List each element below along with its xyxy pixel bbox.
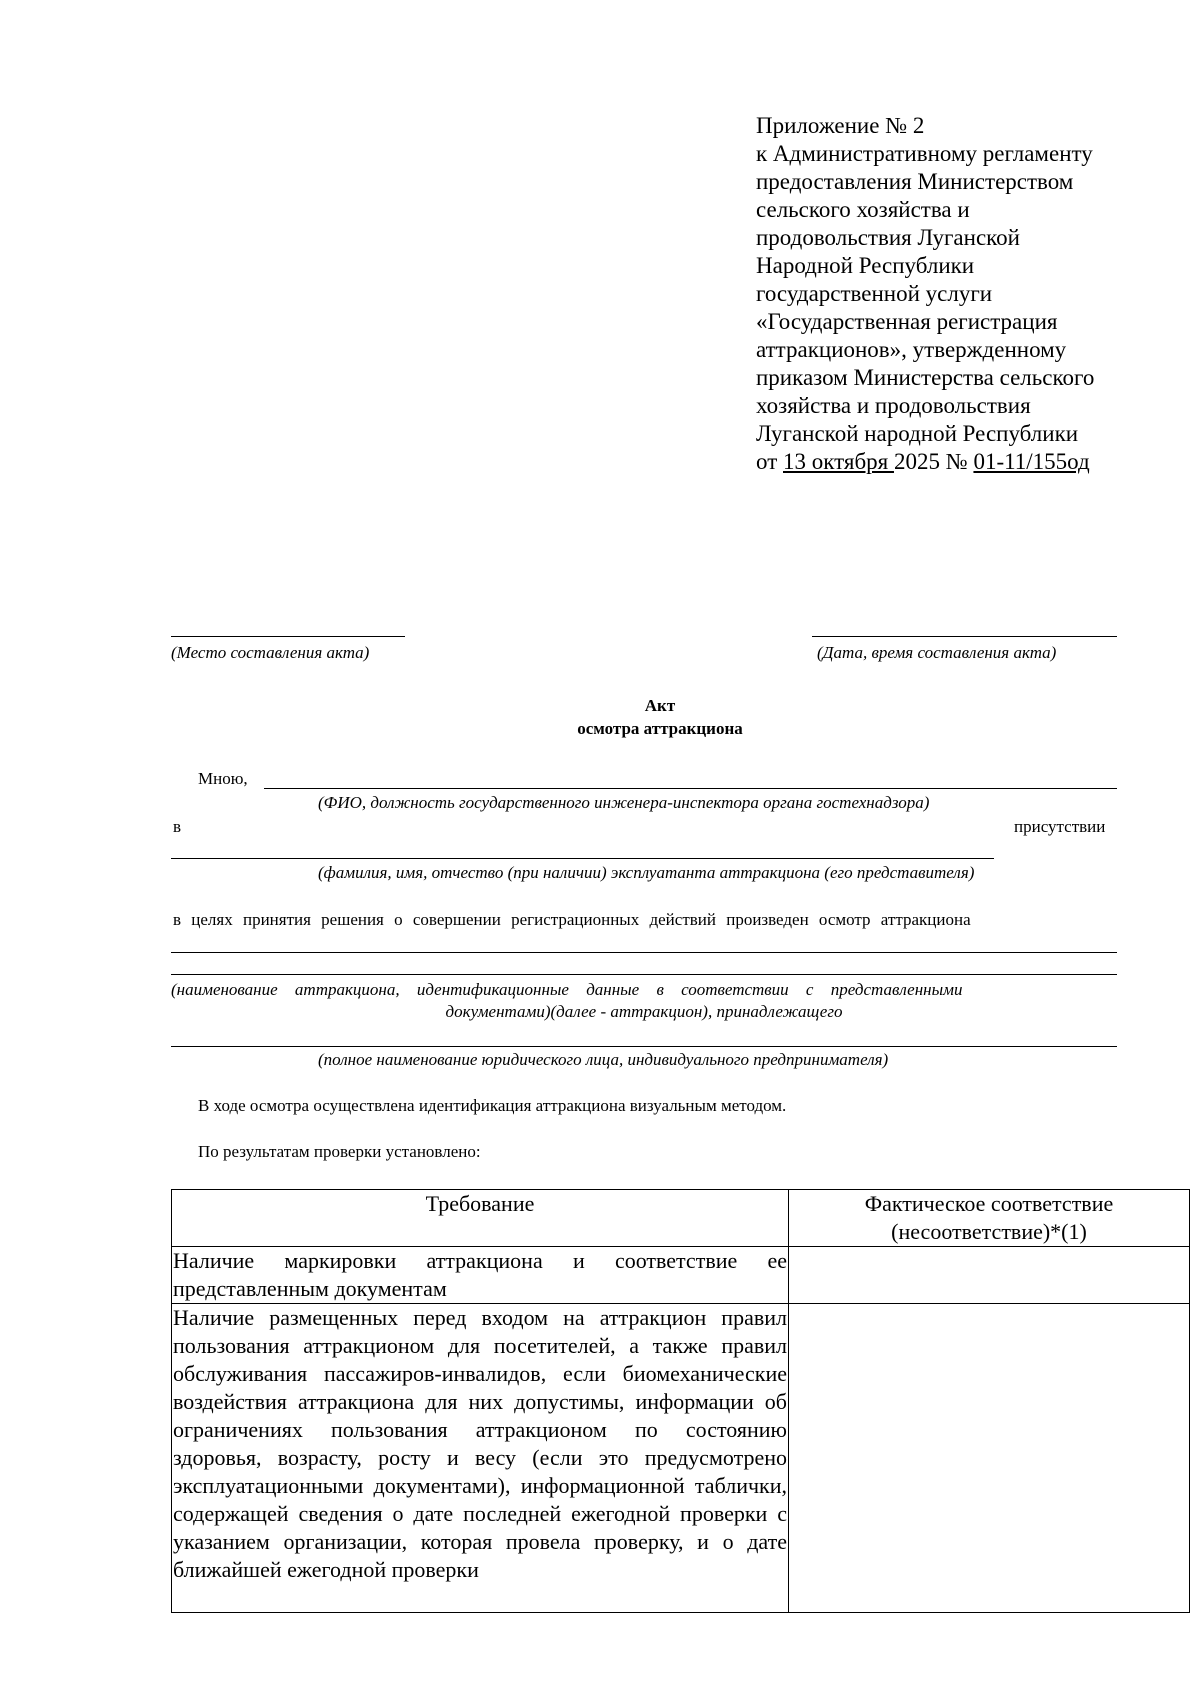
header-compliance: Фактическое соответствие (несоответствие)*(1) xyxy=(789,1190,1190,1247)
header-requirement: Требование xyxy=(172,1190,789,1247)
identification-text: В ходе осмотра осуществлена идентификация аттракциона визуальным методом. xyxy=(198,1096,787,1115)
appendix-line: Луганской народной Республики xyxy=(756,421,1079,446)
date-line xyxy=(812,636,1117,637)
date-prefix: от xyxy=(756,449,783,474)
requirements-table xyxy=(171,1189,1190,1613)
table-row xyxy=(172,1304,1190,1613)
in-label: в xyxy=(173,817,182,836)
order-year-no: 2025 № xyxy=(893,449,974,474)
requirement-cell: Наличие маркировки аттракциона и соответствие ее представленным документам xyxy=(172,1247,789,1304)
owner-line xyxy=(171,1046,1117,1047)
appendix-line: аттракционов», утвержденному xyxy=(756,337,1067,362)
operator-hint: (фамилия, имя, отчество (при наличии) эксплуатанта аттракциона (его представителя) xyxy=(318,863,975,882)
by-me-label: Мною, xyxy=(198,769,248,788)
appendix-line: государственной услуги xyxy=(756,281,993,306)
owner-hint: (полное наименование юридического лица, индивидуального предпринимателя) xyxy=(318,1050,889,1069)
attraction-hint-1: (наименование аттракциона, идентификационные данные в соответствии с представленными xyxy=(171,980,963,999)
operator-line xyxy=(171,858,994,859)
table-row xyxy=(172,1247,1190,1304)
requirement-cell: Наличие размещенных перед входом на аттракцион правил пользования аттракционом для посетителей, а также правил обслуживания пассажиров-инвалидов, если биомеханические воздействия аттракциона для них допустимы, информации об ограничениях пользования аттракционом по состоянию здоровья, возрасту, росту и весу (если это предусмотрено эксплуатационными документами), информационной таблички, содержащей сведения о дате последней ежегодной проверки с указанием организации, которая провела проверку, и о дате ближайшей ежегодной проверки xyxy=(172,1304,789,1613)
appendix-date-line xyxy=(756,448,1176,476)
order-number: 01-11/155од xyxy=(973,449,1090,474)
appendix-line: Народной Республики xyxy=(756,253,975,278)
date-hint: (Дата, время составления акта) xyxy=(817,643,1057,662)
compliance-cell xyxy=(789,1304,1190,1613)
purpose-text: в целях принятия решения о совершении регистрационных действий произведен осмотр аттракциона xyxy=(173,910,971,929)
attraction-hint-2: документами)(далее - аттракцион), принадлежащего xyxy=(445,1002,843,1021)
appendix-line: сельского хозяйства и xyxy=(756,197,970,222)
inspector-hint: (ФИО, должность государственного инженера-инспектора органа гостехнадзора) xyxy=(318,793,930,812)
table-header-row xyxy=(172,1190,1190,1247)
order-date: 13 октября xyxy=(783,449,894,474)
appendix-line: к Административному регламенту xyxy=(756,141,1093,166)
place-hint: (Место составления акта) xyxy=(171,643,370,662)
doc-title: Акт xyxy=(644,696,676,715)
results-text: По результатам проверки установлено: xyxy=(198,1142,481,1161)
place-line xyxy=(171,636,405,637)
appendix-line: Приложение № 2 xyxy=(756,113,925,138)
appendix-line: «Государственная регистрация xyxy=(756,309,1058,334)
doc-subtitle: осмотра аттракциона xyxy=(577,719,743,738)
inspector-line xyxy=(264,788,1117,789)
appendix-line: хозяйства и продовольствия xyxy=(756,393,1031,418)
presence-label: присутствии xyxy=(1014,817,1106,836)
appendix-line: приказом Министерства сельского xyxy=(756,365,1095,390)
attraction-line-1 xyxy=(171,952,1117,953)
appendix-line: продовольствия Луганской xyxy=(756,225,1020,250)
appendix-block xyxy=(756,112,1176,476)
attraction-line-2 xyxy=(171,974,1117,975)
appendix-line: предоставления Министерством xyxy=(756,169,1074,194)
compliance-cell xyxy=(789,1247,1190,1304)
